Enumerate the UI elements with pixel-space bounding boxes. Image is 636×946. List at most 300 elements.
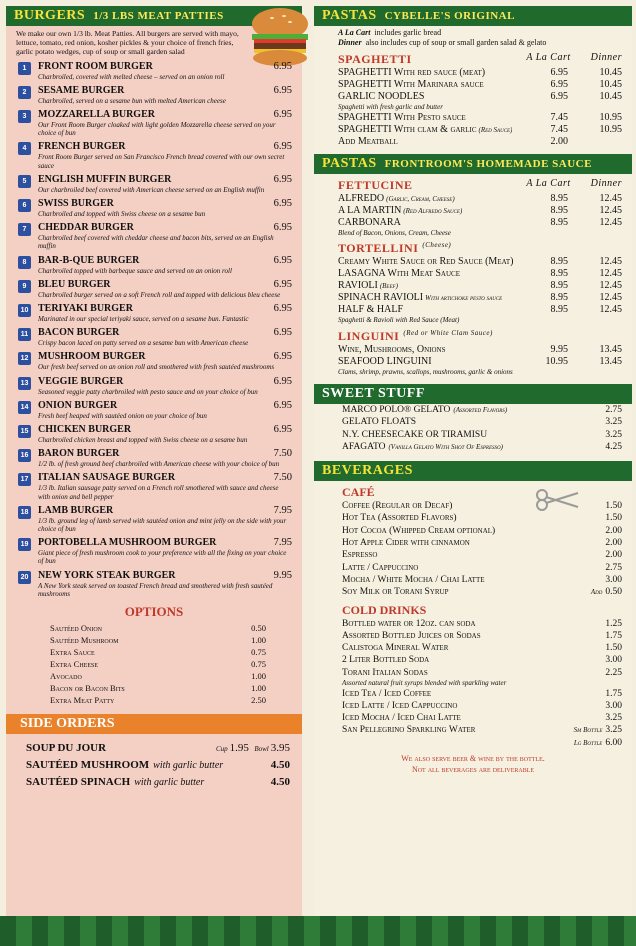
beverage-row [314,630,632,642]
burger-price: 6.95 [273,351,292,363]
scissors-icon [534,487,582,513]
pasta-row [314,292,632,304]
burgers-intro: We make our own 1/3 lb. Meat Patties. All burgers are served with mayo, lettuce, tomato, red onion, kosher pickles & your choice of french fries, garlic potato wedges, cup of soup or small garden salad [16,29,239,57]
pasta-row [314,268,632,280]
soup-row [6,740,302,757]
pasta-price-dinner: 13.45 [599,355,622,367]
beverage-size-label: Sm Bottle [573,726,603,735]
beverage-row [314,618,632,630]
pasta-price-dinner: 12.45 [599,216,622,228]
beverage-row [314,688,632,700]
dessert-name: AFAGATO [342,441,386,452]
pasta-description: Spaghetti & Ravioli with Red Sauce (Meat) [338,316,460,324]
dessert-note: (Assorted Flavors) [453,406,508,414]
spaghetti-section: SPAGHETTI A La Cart Dinner [338,52,622,66]
option-row [6,634,302,646]
pasta-price-cart: 6.95 [550,67,568,78]
pasta-row [314,256,632,268]
pasta-price-dinner: 10.95 [599,123,622,135]
option-price: 1.00 [251,683,266,694]
beverage-price-wrap [605,512,622,524]
pasta-note: (Red Alfredo Sauce) [403,206,463,215]
burger-description: Charbroiled, served on a sesame bun with melted American cheese [38,96,226,105]
burger-price: 7.50 [273,472,292,484]
beverage-price-wrap [574,724,622,736]
pasta-prices [528,136,622,148]
burger-description: Seasoned veggie patty charbroiled with pesto sauce and on your choice of bun [38,387,258,396]
cafe-list [314,500,632,598]
pasta-name: A LA MARTIN [338,204,402,216]
beverage-price: 3.00 [605,574,622,585]
pasta-prices [528,112,622,124]
beverage-name: Mocha / White Mocha / Chai Latte [342,574,485,585]
beverage-row [314,724,632,736]
burger-item [6,505,302,533]
option-price: 0.75 [251,659,266,670]
burger-name: BACON BURGER [38,327,120,339]
burger-price: 6.95 [273,173,292,185]
burger-item [6,303,302,323]
spaghetti-list [314,67,632,148]
beverage-price-wrap [605,688,622,700]
pasta-name: ALFREDO [338,192,385,204]
dessert-price: 3.25 [605,429,622,440]
beverage-name: Iced Mocha / Iced Chai Latte [342,713,461,724]
burger-name: MOZZARELLA BURGER [38,109,155,121]
burger-number: 12 [18,352,31,365]
tortellini-list [314,256,632,325]
pasta-row [314,136,632,148]
burger-name: BLEU BURGER [38,278,111,290]
beverage-size-label: Lg Bottle [573,738,603,747]
burger-price: 6.95 [273,222,292,234]
pasta-prices [528,79,622,91]
pasta-price-cart: 7.45 [550,123,568,135]
pasta-price-dinner: 12.45 [599,192,622,204]
pasta-description: Spaghetti with fresh garlic and butter [338,103,443,111]
pasta-price-cart: 8.95 [550,204,568,216]
pasta-name: Wine, Mushrooms, Onions [338,343,446,355]
beverages-header: BEVERAGES [314,461,632,481]
side-order-label [26,774,204,791]
beverage-row [314,667,632,679]
beverage-price-wrap [605,549,622,561]
tortellini-section: TORTELLINI (Cheese) [338,241,452,255]
option-name: Extra Meat Patty [50,695,115,706]
option-name: Sautéed Mushroom [50,635,119,646]
burger-name: ENGLISH MUFFIN BURGER [38,173,172,185]
burger-name: SESAME BURGER [38,84,125,96]
beverage-name: Bottled water or 12oz. can soda [342,618,476,629]
pasta-row [314,67,632,79]
burger-item [6,472,302,500]
beverage-price-wrap [605,574,622,586]
pasta-price-cart: 9.95 [550,343,568,355]
pasta-name-wrap [338,304,403,316]
burger-description: Charbroiled, covered with melted cheese – served on an onion roll [38,72,225,81]
beverage-price: 6.00 [605,737,622,748]
side-list [6,757,302,791]
beverage-price-wrap [605,562,622,574]
side-order-name: SAUTÉED MUSHROOM [26,759,150,772]
beverage-name: Espresso [342,550,378,561]
pasta-price-cart: 8.95 [550,268,568,279]
burger-name: ITALIAN SAUSAGE BURGER [38,472,176,484]
pasta-notes: A La Cart includes garlic bread Dinner also includes cup of soup or small garden salad & gelato [338,28,547,47]
burger-number: 9 [18,280,31,293]
burger-price: 6.95 [273,84,292,96]
burger-item [6,141,302,169]
option-name: Sautéed Onion [50,623,102,634]
beverage-price: 1.25 [605,618,622,629]
pasta-prices [528,256,622,268]
beverage-row [314,737,632,749]
dessert-name: GELATO FLOATS [342,417,416,428]
pasta-name-wrap [338,136,398,148]
pasta-name-wrap [338,356,432,368]
pasta-price-dinner: 12.45 [599,280,622,291]
pasta-prices [528,268,622,280]
beverage-name: Hot Cocoa (Whipped Cream optional) [342,525,496,536]
burger-item [6,198,302,218]
pasta-row [314,193,632,205]
beverage-name: San Pellegrino Sparkling Water [342,725,476,736]
pasta-name: CARBONARA [338,216,401,228]
burger-number: 13 [18,377,31,390]
beverage-price: 2.00 [605,525,622,536]
burger-price: 6.95 [273,399,292,411]
pasta-price-cart: 8.95 [550,256,568,267]
beverage-row [314,654,632,666]
pasta-price-dinner: 10.45 [599,67,622,78]
beverage-price-wrap [605,618,622,630]
burger-name: FRONT ROOM BURGER [38,60,153,72]
burger-price: 6.95 [273,303,292,315]
pasta-price-cart: 8.95 [550,280,568,291]
pasta-name-wrap [338,205,462,217]
pasta-name: SPINACH RAVIOLI [338,292,424,303]
option-price: 2.50 [251,695,266,706]
pasta-price-dinner: 12.45 [599,204,622,216]
beverage-price-wrap [605,654,622,666]
burger-price: 7.95 [273,537,292,549]
beverage-price-wrap [605,712,622,724]
pasta-name-wrap [338,256,514,268]
dessert-row [314,404,632,416]
burger-number: 8 [18,256,31,269]
soup-prices: Cup 1.95 Bowl 3.95 [215,742,290,755]
dessert-price: 4.25 [605,441,622,452]
burger-description: 1/3 lb. ground leg of lamb served with sautéed onion and mint jelly on the side with your choice of bun [38,516,287,534]
beverage-price: 2.00 [605,538,622,549]
pasta-row [314,304,632,316]
pasta-name-wrap [338,217,401,229]
burger-item [6,424,302,444]
soup-name: SOUP DU JOUR [26,742,107,755]
option-price: 1.00 [251,671,266,682]
pasta-row [314,124,632,136]
side-order-price: 4.50 [270,776,290,789]
pasta-row [314,356,632,368]
burger-item [6,351,302,371]
beverage-name: Calistoga Mineral Water [342,643,449,654]
pasta-price-dinner: 10.45 [599,91,622,102]
burger-item [6,85,302,105]
burgers-subtitle: 1/3 LBS MEAT PATTIES [93,10,224,22]
pasta-prices [528,280,622,292]
burger-icon [248,6,312,68]
pasta-name: SPAGHETTI With Marinara sauce [338,79,484,90]
burger-number: 18 [18,506,31,519]
burger-price: 6.95 [273,141,292,153]
burger-price: 6.95 [273,375,292,387]
burger-name: LAMB BURGER [38,504,114,516]
burger-description: Front Room Burger served on San Francisco French bread covered with our own secret sauce [38,153,285,170]
cold-drinks-title: COLD DRINKS [342,602,427,617]
pasta-name-wrap [338,91,424,103]
pasta-name-wrap [338,280,398,292]
pasta-row [314,280,632,292]
pasta-row [314,217,632,229]
options-list [6,622,302,706]
pasta-price-cart: 10.95 [545,355,568,367]
burger-number: 11 [18,328,31,341]
burger-number: 20 [18,571,31,584]
sweet-stuff-header: SWEET STUFF [314,384,632,404]
beverage-row [314,700,632,712]
dessert-name: MARCO POLO® GELATO [342,405,451,415]
pasta-name-wrap [338,344,446,356]
pasta-price-cart: 8.95 [550,216,568,228]
pasta-row [314,112,632,124]
burger-number: 4 [18,142,31,155]
burger-item [6,109,302,137]
burger-number: 2 [18,86,31,99]
burger-item [6,537,302,565]
pasta-note: (Garlic, Cream, Cheese) [386,194,455,203]
burger-list [6,61,302,598]
burger-description: Marinated in our special teriyaki sauce, served on a sesame bun. Fantastic [38,315,249,324]
burger-item [6,570,302,598]
beverage-row [314,549,632,561]
burger-item [6,222,302,250]
burger-number: 10 [18,304,31,317]
linguini-section: LINGUINI (Red or White Clam Sauce) [338,328,493,343]
burger-number: 7 [18,223,31,236]
option-row [6,658,302,670]
side-order-name: SAUTÉED SPINACH [26,776,131,789]
beverage-price: 2.00 [605,550,622,561]
dessert-name-wrap [342,429,487,441]
beverage-row [314,512,632,524]
option-row [6,694,302,706]
pasta-description: Clams, shrimp, prawns, scallops, mushrooms, garlic & onions [338,367,513,376]
beverage-price: 0.50 [605,587,622,598]
pasta-price-cart: 8.95 [550,304,568,315]
burger-description: Crispy bacon laced on patty served on a sesame bun with American cheese [38,339,249,348]
burger-item [6,255,302,275]
burger-price: 9.95 [273,569,292,581]
burger-item [6,327,302,347]
sweet-list [314,404,632,453]
pasta-name: HALF & HALF [338,304,404,315]
burger-number: 17 [18,473,31,486]
pasta-price-dinner: 12.45 [599,268,622,279]
pasta-prices [528,205,622,217]
dessert-price: 2.75 [605,405,622,415]
dessert-name: N.Y. CHEESECAKE OR TIRAMISU [342,429,488,440]
pasta-row [314,79,632,91]
pastas-homemade-header: PASTAS FRONTROOM'S HOMEMADE SAUCE [314,154,632,174]
beverage-name: Iced Tea / Iced Coffee [342,688,432,699]
pasta-name: SEAFOOD LINGUINI [338,355,432,367]
burger-description: Charbroiled chicken breast and topped with Swiss cheese on a sesame bun [38,436,248,445]
beverage-price: 1.50 [605,643,622,654]
pasta-price-dinner: 10.95 [599,111,622,123]
side-order-row [6,757,302,774]
option-price: 0.50 [251,623,266,634]
beverage-price: 2.75 [605,562,622,573]
burger-price: 6.95 [273,327,292,339]
beverage-name: Hot Apple Cider with cinnamon [342,538,470,549]
burger-number: 6 [18,199,31,212]
burger-name: PORTOBELLA MUSHROOM BURGER [38,537,217,549]
beverage-name: Torani Italian Sodas [342,667,428,678]
pasta-name: RAVIOLI [338,280,378,291]
beverage-name: Latte / Cappuccino [342,562,419,573]
burger-name: NEW YORK STEAK BURGER [38,569,176,581]
burgers-column [6,6,302,916]
burger-name: MUSHROOM BURGER [38,351,146,363]
options-title: OPTIONS [124,604,184,620]
burger-number: 3 [18,110,31,123]
beverage-name: 2 Liter Bottled Soda [342,655,430,666]
burger-description: Charbroiled and topped with Swiss cheese on a sesame bun [38,210,206,219]
beverage-price-wrap [605,537,622,549]
pasta-prices [528,91,622,103]
beverage-price-wrap [605,630,622,642]
pasta-prices [528,344,622,356]
pasta-prices [528,356,622,368]
pasta-name-wrap [338,292,502,304]
beverage-price-wrap [574,737,622,749]
option-row [6,670,302,682]
beverage-row [314,562,632,574]
dessert-row [314,441,632,453]
pasta-name: SPAGHETTI With red sauce (meat) [338,67,486,78]
beverage-price: 1.75 [605,688,622,699]
beverage-price-wrap [605,700,622,712]
burger-name: BARON BURGER [38,448,120,460]
dessert-note: (Vanilla Gelato With Shot Of Espresso) [388,442,503,451]
burger-price: 7.50 [273,448,292,460]
option-price: 0.75 [251,647,266,658]
pasta-prices [528,217,622,229]
beverage-name: Coffee (Regular or Decaf) [342,501,453,512]
dessert-name-wrap [342,441,506,453]
beverage-price-wrap [605,667,622,679]
pasta-note: With artichoke pesto sauce [425,294,503,302]
pasta-price-cart: 7.45 [550,111,568,123]
cafe-title: CAFÉ [342,485,375,500]
pasta-price-cart: 8.95 [550,192,568,204]
pastas-original-header: PASTAS CYBELLE'S ORIGINAL [314,6,632,26]
burger-number: 15 [18,425,31,438]
pasta-price-dinner: 12.45 [599,304,622,315]
pasta-price-dinner: 10.45 [599,79,622,90]
burger-number: 1 [18,62,31,75]
burger-number: 19 [18,538,31,551]
pasta-name: LASAGNA With Meat Sauce [338,268,460,279]
burger-price: 6.95 [273,254,292,266]
pasta-name-wrap [338,79,484,91]
pasta-beverage-column [314,6,632,916]
option-row [6,622,302,634]
pasta-prices [528,304,622,316]
burger-price: 6.95 [273,424,292,436]
pasta-note: (Red Sauce) [478,125,513,134]
pasta-price-dinner: 12.45 [599,292,622,303]
pasta-name: GARLIC NOODLES [338,91,425,102]
side-order-price: 4.50 [270,759,290,772]
pasta-name-wrap [338,268,460,280]
beverage-price: 3.25 [605,725,622,736]
side-order-extra: with garlic butter [153,760,224,772]
linguini-list [314,344,632,377]
burger-item [6,400,302,420]
beverage-price: 3.00 [605,700,622,711]
pasta-price-dinner: 12.45 [599,256,622,267]
burger-price: 6.95 [273,198,292,210]
pasta-name: Creamy White Sauce or Red Sauce (Meat) [338,256,514,267]
burger-description: Fresh beef heaped with sautéed onion on your choice of bun [38,411,207,420]
burger-name: CHICKEN BURGER [38,424,132,436]
burger-name: ONION BURGER [38,399,118,411]
burger-number: 5 [18,175,31,188]
burger-price: 6.95 [273,60,292,72]
option-name: Bacon or Bacon Bits [50,683,125,694]
burger-number: 16 [18,449,31,462]
pasta-price-dinner: 13.45 [599,343,622,355]
pasta-name: SPAGHETTI With clam & garlic [338,123,477,135]
burger-description: 1/3 lb. Italian sausage patty served on a French roll smothered with sauce and cheese with onion and bell pepper [38,484,279,501]
option-name: Extra Sauce [50,647,95,658]
pasta-prices [528,124,622,136]
beverage-price-wrap [591,586,622,598]
option-row [6,646,302,658]
burger-item [6,174,302,194]
pasta-prices [528,193,622,205]
side-order-extra: with garlic butter [134,777,205,789]
burger-name: TERIYAKI BURGER [38,303,133,315]
beverage-price: 3.25 [605,713,622,724]
burger-name: FRENCH BURGER [38,141,126,153]
option-price: 1.00 [251,635,266,646]
burger-description: Charbroiled beef covered with cheddar cheese and bacon bits, served on an English muffin [38,234,274,251]
beverage-row [314,586,632,598]
burger-price: 6.95 [273,109,292,121]
pasta-row [314,205,632,217]
dessert-row [314,429,632,441]
beverage-row [314,642,632,654]
beverage-name: Assorted Bottled Juices or Sodas [342,630,481,641]
beverage-row [314,574,632,586]
pasta-name: Add Meatball [338,135,398,147]
burger-description: Our Front Room Burger cloaked with light golden Mozzarella cheese served on your choice of bun [38,121,276,138]
burger-name: SWISS BURGER [38,198,114,210]
pasta-price-cart: 2.00 [550,135,568,147]
beverage-row [314,537,632,549]
